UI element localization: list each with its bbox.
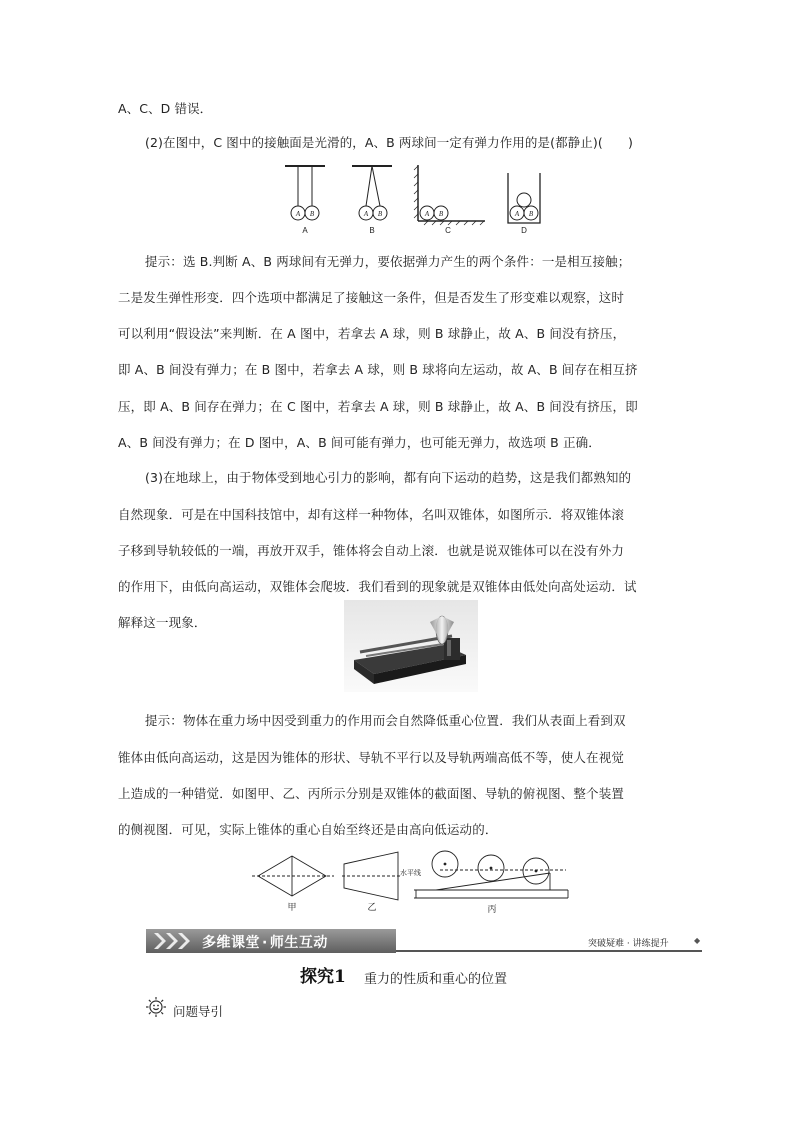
fig-a-ball-b-label: B xyxy=(309,210,315,218)
q2-hint-line-5: 压，即 A、B 间存在弹力；在 C 图中，若拿去 A 球，则 B 球静止，故 A、B 间没有挤压，即 xyxy=(118,399,638,414)
banner-title-part2: 师生互动 xyxy=(269,935,328,951)
q2-hint-line-1: 提示：选 B.判断 A、B 两球间有无弹力，要依据弹力产生的两个条件：一是相互接触； xyxy=(145,254,631,269)
section-rule xyxy=(396,950,702,952)
q3-line-1: (3)在地球上，由于物体受到地心引力的影响，都有向下运动的趋势，这是我们都熟知的 xyxy=(145,470,632,485)
q3-line-3: 子移到导轨较低的一端，再放开双手，锥体将会自动上滚．也就是说双锥体可以在没有外力 xyxy=(118,543,625,558)
fig-b-label: B xyxy=(369,226,375,235)
fig-c-ball-a-label: A xyxy=(424,210,430,218)
fig-b-string-b xyxy=(372,166,380,206)
guide-label: 问题导引 xyxy=(173,1004,224,1019)
yi-label: 乙 xyxy=(367,903,377,913)
q3-line-2: 自然现象．可是在中国科技馆中，却有这样一种物体，名叫双锥体，如图所示．将双锥体滚 xyxy=(118,507,625,522)
q3-hint-line-3: 上造成的一种错觉．如图甲、乙、丙所示分别是双锥体的截面图、导轨的俯视图、整个装置 xyxy=(118,786,625,801)
fig-d-label: D xyxy=(521,226,527,235)
section-title: 重力的性质和重心的位置 xyxy=(364,972,508,987)
top-line: A、C、D 错误． xyxy=(118,101,213,116)
banner-diamond-icon: ◆ xyxy=(694,936,701,945)
double-cone-photo xyxy=(344,600,478,692)
q3-line-4: 的作用下，由低向高运动，双锥体会爬坡．我们看到的现象就是双锥体由低处向高处运动．试 xyxy=(118,579,637,594)
bing-rail xyxy=(436,873,550,890)
q2-hint-line-3: 可以利用“假设法”来判断．在 A 图中，若拿去 A 球，则 B 球静止，故 A、B 间没有挤压， xyxy=(118,326,626,341)
cone-diagrams xyxy=(250,848,580,916)
fig-d-ball-b-label: B xyxy=(528,210,534,218)
banner-title-dot: · xyxy=(262,935,268,951)
section-number: 探究1 xyxy=(300,967,346,987)
fig-b-ball-b-label: B xyxy=(377,210,383,218)
q2-ball-figure xyxy=(280,160,550,235)
q2-hint-line-4: 即 A、B 间没有弹力；在 B 图中，若拿去 A 球，则 B 球将向左运动，故 A、B 间存在相互挤 xyxy=(118,362,638,377)
banner-title xyxy=(202,932,328,952)
fig-a-label: A xyxy=(302,226,308,235)
fig-b-ball-a-label: A xyxy=(363,210,369,218)
banner-title-part1: 多维课堂 xyxy=(202,935,260,951)
q3-hint-line-1: 提示：物体在重力场中因受到重力的作用而会自然降低重心位置．我们从表面上看到双 xyxy=(145,713,626,728)
bing-label: 丙 xyxy=(487,905,497,915)
q3-line-5: 解释这一现象． xyxy=(118,615,207,630)
q2-hint-line-6: A、B 间没有弹力；在 D 图中，A、B 间可能有弹力，也可能无弹力，故选项 B 正确． xyxy=(118,435,601,450)
fig-d-ball-a-label: A xyxy=(514,210,520,218)
banner-right-text: 突破疑难 · 讲练提升 xyxy=(588,939,669,949)
jia-label: 甲 xyxy=(287,903,297,913)
fig-b-string-a xyxy=(366,166,372,206)
fig-d-ball-top xyxy=(517,193,531,207)
fig-c-label: C xyxy=(445,226,451,235)
horizontal-line-label: 水平线 xyxy=(400,869,421,877)
q3-hint-line-4: 的侧视图．可见，实际上锥体的重心自始至终还是由高向低运动的． xyxy=(118,822,498,837)
q3-hint-line-2: 锥体由低向高运动，这是因为锥体的形状、导轨不平行以及导轨两端高低不等，使人在视觉 xyxy=(118,750,625,765)
q2-question: (2)在图中，C 图中的接触面是光滑的，A、B 两球间一定有弹力作用的是(都静止)( ) xyxy=(145,135,634,150)
fig-c-ball-b-label: B xyxy=(438,210,444,218)
sun-smile-icon xyxy=(145,996,167,1018)
q2-hint-line-2: 二是发生弹性形变．四个选项中都满足了接触这一条件，但是否发生了形变难以观察，这时 xyxy=(118,290,625,305)
fig-a-ball-a-label: A xyxy=(295,210,301,218)
